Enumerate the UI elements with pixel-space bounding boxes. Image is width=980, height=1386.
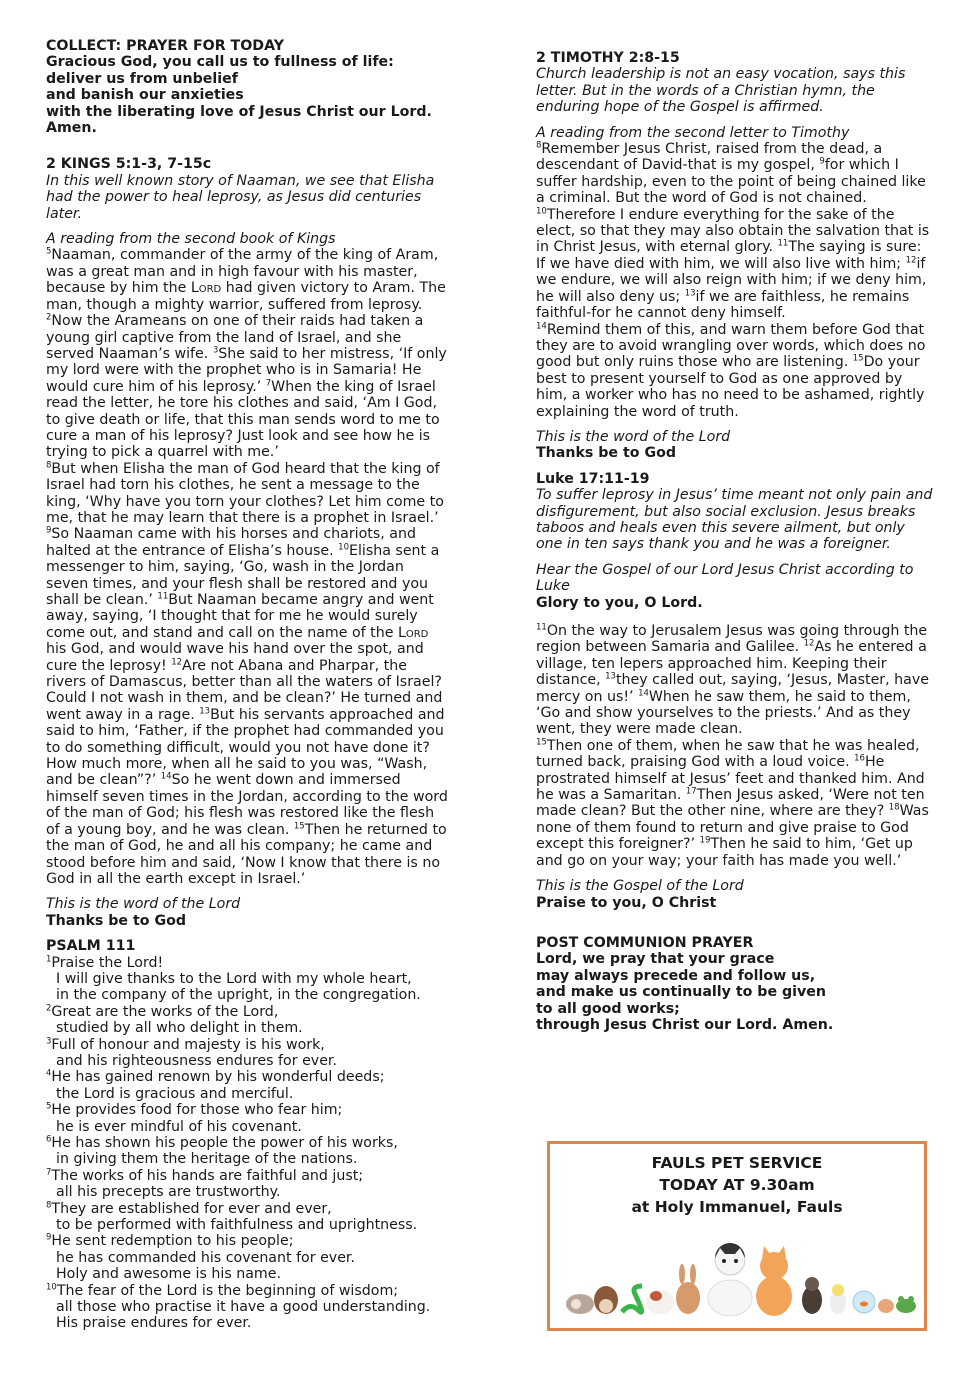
post-communion-heading: POST COMMUNION PRAYER bbox=[536, 934, 754, 951]
psalm-line bbox=[46, 1266, 448, 1282]
verse-number: 6 bbox=[46, 1134, 52, 1145]
verse-text: But when Elisha the man of God heard that the king of Israel had torn his clothes, he sent a message to the king, ‘Why have you torn your clothes? Let him come to me, that he may learn that there is a prophet in Israel.’ bbox=[46, 460, 444, 526]
verse-number: 5 bbox=[46, 1101, 52, 1112]
verse-text: Then Jesus asked, ‘Were not ten made clean? But the other nine, where are they? bbox=[536, 787, 925, 820]
timothy-heading: 2 TIMOTHY 2:8-15 bbox=[536, 50, 680, 66]
verse-text: When he saw them, he said to them, ‘Go and show yourselves to the priests.’ And as they went, they were made clean. bbox=[536, 688, 911, 738]
verse-number: 2 bbox=[46, 312, 52, 323]
luke-response-call: This is the Gospel of the Lord bbox=[536, 878, 744, 895]
verse-text: Elisha sent a messenger to him, saying, ‘Go, wash in the Jordan seven times, and your flesh shall be restored and you shall be clean.’ bbox=[46, 542, 440, 608]
psalm-line bbox=[46, 1250, 448, 1266]
verse-number: 10 bbox=[338, 542, 349, 553]
psalm-line bbox=[46, 1315, 448, 1331]
timothy-section bbox=[536, 50, 934, 462]
verse-number: 18 bbox=[888, 802, 900, 813]
verse-text: Do your best to present yourself to God as one approved by him, a worker who has no need to be ashamed, rightly explaining the word of truth. bbox=[536, 354, 925, 420]
psalm-line bbox=[46, 1299, 448, 1315]
luke-response-answer: Praise to you, O Christ bbox=[536, 894, 717, 911]
luke-intro: To suffer leprosy in Jesus’ time meant not only pain and disfigurement, but also social exclusion. Jesus breaks taboos and heals even this severe ailment, but only one in ten says thank you and he was a foreigner. bbox=[536, 487, 933, 553]
psalm-line bbox=[46, 955, 448, 971]
verse-text: if we endure, we will also reign with him; if we deny him, he will also deny us; bbox=[536, 255, 927, 305]
verse-number: 3 bbox=[212, 345, 219, 356]
pet-service-notice bbox=[547, 1141, 927, 1331]
kings-reading-intro: A reading from the second book of Kings bbox=[46, 231, 336, 248]
verse-number: 10 bbox=[536, 205, 547, 216]
psalm-line bbox=[46, 1201, 448, 1217]
notice-text bbox=[550, 1152, 924, 1218]
psalm-line bbox=[46, 1283, 448, 1299]
verse-number: 9 bbox=[46, 1232, 52, 1243]
kings-section bbox=[46, 156, 448, 929]
verse-text: The saying is sure: If we have died with him, we will also live with him; bbox=[536, 239, 922, 272]
verse-number: 4 bbox=[46, 1068, 52, 1079]
post-communion-line: Lord, we pray that your grace bbox=[536, 951, 775, 968]
verse-number: 16 bbox=[854, 753, 865, 764]
kings-response-call: This is the word of the Lord bbox=[46, 896, 241, 913]
collect-section bbox=[46, 38, 448, 136]
verse-text: Therefore I endure everything for the sake of the elect, so that they may also obtain the salvation that is in Christ Jesus, with eternal glory. bbox=[536, 206, 930, 256]
verse-number: 9 bbox=[46, 525, 52, 536]
timothy-response-answer: Thanks be to God bbox=[536, 445, 677, 462]
psalm-line-text: all his precepts are trustworthy. bbox=[56, 1184, 281, 1201]
verse-text: Are not Abana and Pharpar, the rivers of Damascus, better than all the waters of Israel? Could I not wash in them, and be clean?’ He turned and went away in a rage. bbox=[46, 657, 443, 723]
psalm-line-text: The works of his hands are faithful and just; bbox=[51, 1167, 364, 1184]
verse-number: 1 bbox=[46, 953, 52, 964]
verse-number: 14 bbox=[536, 320, 547, 331]
timothy-reading-intro: A reading from the second letter to Timothy bbox=[536, 124, 850, 141]
collect-line: Gracious God, you call us to fullness of life: bbox=[46, 54, 394, 71]
psalm-heading: PSALM 111 bbox=[46, 938, 136, 955]
verse-text: Then he said to him, ‘Get up and go on your way; your faith has made you well.’ bbox=[536, 836, 913, 869]
verse-number: 11 bbox=[157, 591, 169, 602]
collect-line: and banish our anxieties bbox=[46, 87, 244, 104]
psalm-line-text: the Lord is gracious and merciful. bbox=[56, 1085, 294, 1102]
verse-text: So Naaman came with his horses and chariots, and halted at the entrance of Elisha’s house. bbox=[46, 526, 416, 559]
verse-number: 12 bbox=[803, 638, 815, 649]
verse-number: 10 bbox=[46, 1281, 57, 1292]
psalm-line-text: all those who practise it have a good understanding. bbox=[56, 1299, 431, 1316]
psalm-line-text: He has gained renown by his wonderful deeds; bbox=[51, 1069, 385, 1086]
luke-section bbox=[536, 471, 934, 911]
verse-text: for which I suffer hardship, even to the point of being chained like a criminal. But the word of God is not chained. bbox=[536, 157, 926, 207]
verse-text: So he went down and immersed himself seven times in the Jordan, according to the word of the man of God; his flesh was restored like the flesh of a young boy, and he was clean. bbox=[46, 772, 448, 838]
kings-heading: 2 KINGS 5:1-3, 7-15c bbox=[46, 156, 212, 173]
verse-number: 8 bbox=[536, 140, 542, 151]
verse-number: 11 bbox=[536, 622, 547, 633]
psalm-line bbox=[46, 1086, 448, 1102]
kings-response-answer: Thanks be to God bbox=[46, 912, 187, 929]
verse-number: 19 bbox=[699, 835, 711, 846]
timothy-response-call: This is the word of the Lord bbox=[536, 428, 731, 445]
post-communion-section bbox=[536, 935, 934, 1033]
right-column bbox=[536, 50, 934, 1033]
psalm-section bbox=[46, 938, 448, 1332]
psalm-line-text: he has commanded his covenant for ever. bbox=[56, 1249, 355, 1266]
verse-number: 14 bbox=[638, 687, 649, 698]
psalm-line bbox=[46, 1053, 448, 1069]
luke-gospel-response: Glory to you, O Lord. bbox=[536, 594, 703, 611]
kings-reading-text bbox=[46, 247, 448, 887]
psalm-line bbox=[46, 1135, 448, 1151]
reading-paragraph bbox=[536, 322, 934, 420]
kings-intro: In this well known story of Naaman, we see that Elisha had the power to heal leprosy, as Jesus did centuries later. bbox=[46, 172, 435, 222]
cat-icon bbox=[756, 1276, 792, 1316]
psalm-line-text: in giving them the heritage of the nations. bbox=[56, 1151, 358, 1168]
verse-number: 11 bbox=[777, 238, 789, 249]
verse-text: Remember Jesus Christ, raised from the dead, a descendant of David-that is my gospel, bbox=[536, 141, 883, 174]
verse-text: Then he returned to the man of God, he and all his company; he came and stood before him and said, ‘Now I know that there is no God in all the earth except in Israel.’ bbox=[46, 821, 447, 887]
verse-text: Was none of them found to return and give praise to God except this foreigner?’ bbox=[536, 803, 929, 853]
psalm-line-text: Full of honour and majesty is his work, bbox=[51, 1036, 325, 1053]
verse-number: 13 bbox=[684, 287, 696, 298]
psalm-line bbox=[46, 1037, 448, 1053]
verse-number: 14 bbox=[160, 771, 172, 782]
psalm-line-text: His praise endures for ever. bbox=[56, 1315, 252, 1332]
verse-number: 15 bbox=[536, 737, 547, 748]
post-communion-line: to all good works; bbox=[536, 1000, 680, 1017]
reading-paragraph bbox=[536, 623, 934, 738]
psalm-line-text: studied by all who delight in them. bbox=[56, 1020, 303, 1037]
verse-number: 8 bbox=[46, 460, 52, 471]
post-communion-line: and make us continually to be given bbox=[536, 984, 826, 1001]
verse-text: Remind them of this, and warn them before God that they are to avoid wrangling over words, which does no good but only ruins those who are listening. bbox=[536, 321, 926, 371]
verse-text: Then one of them, when he saw that he was healed, turned back, praising God with a loud voice. bbox=[536, 737, 920, 771]
psalm-line-text: he is ever mindful of his covenant. bbox=[56, 1118, 302, 1135]
luke-gospel-intro: Hear the Gospel of our Lord Jesus Christ according to Luke bbox=[536, 561, 914, 595]
small-hamster-icon bbox=[878, 1299, 894, 1313]
verse-number: 8 bbox=[46, 1199, 52, 1210]
verse-number: 12 bbox=[905, 255, 917, 266]
psalm-line-text: Holy and awesome is his name. bbox=[56, 1266, 281, 1283]
verse-number: 13 bbox=[199, 706, 211, 717]
psalm-line-text: I will give thanks to the Lord with my whole heart, bbox=[56, 970, 412, 987]
rabbit-icon bbox=[676, 1282, 700, 1314]
reading-paragraph bbox=[536, 141, 934, 321]
reading-paragraph bbox=[536, 738, 934, 869]
verse-text: On the way to Jerusalem Jesus was going through the region between Samaria and Galilee. bbox=[536, 623, 928, 656]
snake-icon bbox=[622, 1286, 642, 1312]
verse-number: 15 bbox=[293, 820, 305, 831]
pets-illustration bbox=[560, 1236, 920, 1316]
psalm-line-text: He provides food for those who fear him; bbox=[51, 1102, 343, 1119]
psalm-line-text: to be performed with faithfulness and uprightness. bbox=[56, 1217, 418, 1234]
verse-number: 12 bbox=[171, 656, 183, 667]
psalm-line-text: Great are the works of the Lord, bbox=[51, 1003, 279, 1020]
post-communion-prayer bbox=[536, 951, 934, 1033]
psalm-line bbox=[46, 1020, 448, 1036]
verse-number: 15 bbox=[852, 353, 864, 364]
verse-text: they called out, saying, ‘Jesus, Master, have mercy on us!’ bbox=[536, 672, 929, 705]
post-communion-line: through Jesus Christ our Lord. Amen. bbox=[536, 1016, 834, 1033]
notice-time: TODAY AT 9.30am bbox=[659, 1176, 815, 1194]
verse-text: He prostrated himself at Jesus’ feet and thanked him. And he was a Samaritan. bbox=[536, 754, 925, 804]
psalm-line-text: Praise the Lord! bbox=[51, 954, 164, 971]
psalm-line-text: and his righteousness endures for ever. bbox=[56, 1052, 337, 1069]
verse-text: As he entered a village, ten lepers approached him. Keeping their distance, bbox=[536, 639, 927, 689]
psalm-line bbox=[46, 1233, 448, 1249]
luke-heading: Luke 17:11-19 bbox=[536, 470, 650, 487]
verse-number: 5 bbox=[46, 246, 52, 257]
psalm-line bbox=[46, 1004, 448, 1020]
psalm-line bbox=[46, 1151, 448, 1167]
notice-location: at Holy Immanuel, Fauls bbox=[631, 1198, 843, 1216]
verse-text: When the king of Israel read the letter, he tore his clothes and said, ‘Am I God, to give death or life, that this man sends word to me to cure a man of his leprosy? Just look and see how he is trying to pick a quarrel with me.’ bbox=[46, 378, 440, 461]
psalm-line-text: He sent redemption to his people; bbox=[51, 1233, 294, 1250]
collect-heading: COLLECT: PRAYER FOR TODAY bbox=[46, 38, 284, 54]
timothy-intro: Church leadership is not an easy vocation, says this letter. But in the words of a Christian hymn, the enduring hope of the Gospel is affirmed. bbox=[536, 66, 906, 116]
psalm-line bbox=[46, 1217, 448, 1233]
psalm-line bbox=[46, 987, 448, 1003]
dog-icon bbox=[708, 1280, 752, 1316]
verse-text: She said to her mistress, ‘If only my lord were with the prophet who is in Samaria! He would cure him of his leprosy.’ bbox=[46, 345, 447, 395]
collect-prayer bbox=[46, 54, 448, 136]
verse-number: 13 bbox=[605, 671, 616, 682]
notice-title: FAULS PET SERVICE bbox=[651, 1154, 823, 1172]
luke-reading-text bbox=[536, 623, 934, 869]
verse-text: But Naaman became angry and went away, saying, ‘I thought that for me he would surely come out, and stand and call on the name of the Lord his God, and would wave his hand over the spot, and cure the leprosy! bbox=[46, 592, 434, 674]
reading-paragraph bbox=[46, 247, 448, 460]
post-communion-line: may always precede and follow us, bbox=[536, 967, 816, 984]
psalm-line-text: He has shown his people the power of his works, bbox=[51, 1135, 398, 1151]
verse-text: But his servants approached and said to him, ‘Father, if the prophet had commanded you to do something difficult, would you not have done it? How much more, when all he said to you was, “Wash, and be clean”?’ bbox=[46, 706, 445, 789]
left-column bbox=[46, 38, 448, 1332]
verse-number: 7 bbox=[46, 1167, 52, 1178]
psalm-line bbox=[46, 1069, 448, 1085]
collect-line: Amen. bbox=[46, 120, 97, 137]
verse-number: 7 bbox=[265, 377, 272, 388]
psalm-text bbox=[46, 955, 448, 1332]
verse-number: 3 bbox=[46, 1035, 52, 1046]
psalm-line-text: in the company of the upright, in the congregation. bbox=[56, 987, 421, 1004]
timothy-reading-text bbox=[536, 141, 934, 420]
verse-text: if we are faithless, he remains faithful-for he cannot deny himself. bbox=[536, 288, 910, 322]
verse-number: 9 bbox=[819, 156, 825, 167]
collect-line: deliver us from unbelief bbox=[46, 70, 238, 87]
psalm-line bbox=[46, 1168, 448, 1184]
verse-number: 17 bbox=[685, 786, 697, 797]
psalm-line bbox=[46, 1119, 448, 1135]
verse-number: 2 bbox=[46, 1003, 52, 1014]
psalm-line bbox=[46, 1102, 448, 1118]
verse-text: Naaman, commander of the army of the king of Aram, was a great man and in high favour with his master, because by him the Lord had given victory to Aram. The man, though a mighty warrior, suffered from leprosy. bbox=[46, 247, 446, 313]
collect-line: with the liberating love of Jesus Christ our Lord. bbox=[46, 103, 432, 120]
verse-text: Now the Arameans on one of their raids had taken a young girl captive from the land of Israel, and she served Naaman’s wife. bbox=[46, 313, 424, 362]
psalm-line-text: They are established for ever and ever, bbox=[51, 1200, 332, 1217]
psalm-line bbox=[46, 1184, 448, 1200]
reading-paragraph bbox=[46, 461, 448, 888]
psalm-line-text: The fear of the Lord is the beginning of wisdom; bbox=[56, 1282, 399, 1299]
psalm-line bbox=[46, 971, 448, 987]
